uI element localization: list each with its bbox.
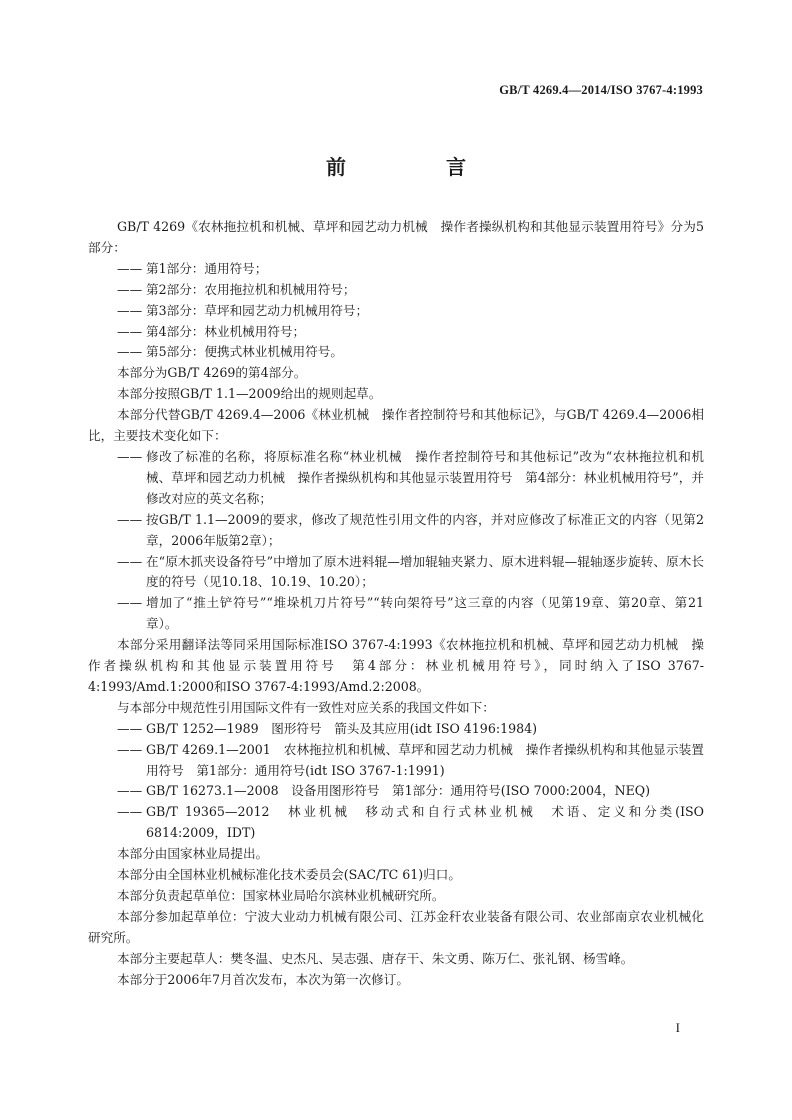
- list-item: [88, 593, 704, 635]
- list-item-text: GB/T 1252—1989 图形符号 箭头及其应用(idt ISO 4196:1984): [146, 720, 538, 736]
- paragraph-history: 本部分于2006年7月首次发布，本次为第一次修订。: [117, 971, 409, 987]
- dash: ——: [117, 720, 143, 736]
- list-item-text: 在“原木抓夹设备符号”中增加了原木进料辊—增加辊轴夹紧力、原木进料辊—辊轴逐步旋转、原木长度的符号（见10.18、10.19、10.20）；: [146, 553, 704, 590]
- dash: ——: [117, 553, 143, 569]
- paragraph-references-intro: 与本部分中规范性引用国际文件有一致性对应关系的我国文件如下：: [117, 699, 495, 715]
- list-item: [88, 342, 704, 363]
- list-item-text: GB/T 16273.1—2008 设备用图形符号 第1部分：通用符号(ISO 7000:2004，NEQ): [146, 783, 651, 799]
- paragraph-committee: 本部分由全国林业机械标准化技术委员会(SAC/TC 61)归口。: [117, 867, 461, 883]
- list-item-text: 修改了标准的名称，将原标准名称“林业机械 操作者控制符号和其他标记”改为“农林拖拉机和机械、草坪和园艺动力机械 操作者操纵机构和其他显示装置用符号 第4部分：林业机械用符号”，并修改对应的英文名称；: [146, 448, 704, 506]
- dash: ——: [117, 260, 143, 276]
- list-item: [88, 280, 704, 301]
- list-item-text: 增加了“推土铲符号”“堆垛机刀片符号”“转向架符号”这三章的内容（见第19章、第20章、第21章）。: [146, 595, 704, 632]
- dash: ——: [117, 448, 143, 464]
- paragraph-replaces: 本部分代替GB/T 4269.4—2006《林业机械 操作者控制符号和其他标记》，与GB/T 4269.4—2006相比，主要技术变化如下：: [88, 407, 704, 444]
- foreword-body: [88, 217, 704, 991]
- dash: ——: [117, 323, 143, 339]
- list-item: [88, 719, 704, 740]
- page-number: I: [675, 1020, 680, 1035]
- dash: ——: [117, 595, 143, 611]
- changes-list: [88, 447, 704, 635]
- list-item: [88, 301, 704, 322]
- dash: ——: [117, 302, 143, 318]
- paragraph-iso-adoption: 本部分采用翻译法等同采用国际标准ISO 3767-4:1993《农林拖拉机和机械、草坪和园艺动力机械 操作者操纵机构和其他显示装置用符号 第4部分：林业机械用符号》，同时纳入了ISO 3767-4:1993/Amd.1:2000和ISO 3767-4:1993/Amd.2:2008。: [88, 637, 704, 694]
- paragraph-main-drafters: 本部分主要起草人：樊冬温、史杰凡、吴志强、唐存干、朱文勇、陈万仁、张礼钢、杨雪峰。: [117, 950, 634, 966]
- dash: ——: [117, 783, 143, 799]
- list-item: [88, 447, 704, 510]
- paragraph-intro: GB/T 4269《农林拖拉机和机械、草坪和园艺动力机械 操作者操纵机构和其他显示装置用符号》分为5部分：: [88, 219, 704, 255]
- dash: ——: [117, 511, 143, 527]
- dash: ——: [117, 281, 143, 297]
- standard-number-header: GB/T 4269.4—2014/ISO 3767-4:1993: [499, 83, 703, 97]
- list-item: [88, 259, 704, 280]
- list-item: [88, 510, 704, 552]
- page-title: 前 言: [326, 155, 506, 179]
- dash: ——: [117, 804, 143, 820]
- list-item-text: 按GB/T 1.1—2009的要求，修改了规范性引用文件的内容，并对应修改了标准正文的内容（见第2章，2006年版第2章）；: [146, 511, 704, 548]
- list-item-text: GB/T 4269.1—2001 农林拖拉机和机械、草坪和园艺动力机械 操作者操纵机构和其他显示装置用符号 第1部分：通用符号(idt ISO 3767-1:1991): [146, 741, 704, 778]
- list-item: [88, 740, 704, 782]
- parts-list: [88, 259, 704, 364]
- dash: ——: [117, 741, 143, 757]
- paragraph-part-number: 本部分为GB/T 4269的第4部分。: [117, 365, 307, 381]
- list-item: [88, 552, 704, 594]
- paragraph-participating-drafters: 本部分参加起草单位：宁波大业动力机械有限公司、江苏金秆农业装备有限公司、农业部南京农业机械化研究所。: [88, 908, 704, 945]
- list-item-text: 第4部分：林业机械用符号；: [146, 323, 306, 339]
- paragraph-proposer: 本部分由国家林业局提出。: [117, 846, 269, 862]
- list-item: [88, 781, 704, 802]
- list-item-text: 第1部分：通用符号；: [146, 260, 268, 276]
- list-item-text: 第2部分：农用拖拉机和机械用符号；: [146, 281, 356, 297]
- list-item-text: GB/T 19365—2012 林业机械 移动式和自行式林业机械 术语、定义和分类(ISO 6814:2009，IDT): [146, 804, 704, 841]
- list-item: [88, 802, 704, 844]
- paragraph-lead-drafter: 本部分负责起草单位：国家林业局哈尔滨林业机械研究所。: [117, 888, 445, 903]
- list-item-text: 第3部分：草坪和园艺动力机械用符号；: [146, 302, 369, 318]
- list-item: [88, 322, 704, 343]
- list-item-text: 第5部分：便携式林业机械用符号。: [146, 344, 343, 360]
- paragraph-drafting-rules: 本部分按照GB/T 1.1—2009给出的规则起草。: [117, 386, 382, 402]
- dash: ——: [117, 344, 143, 360]
- references-list: [88, 719, 704, 844]
